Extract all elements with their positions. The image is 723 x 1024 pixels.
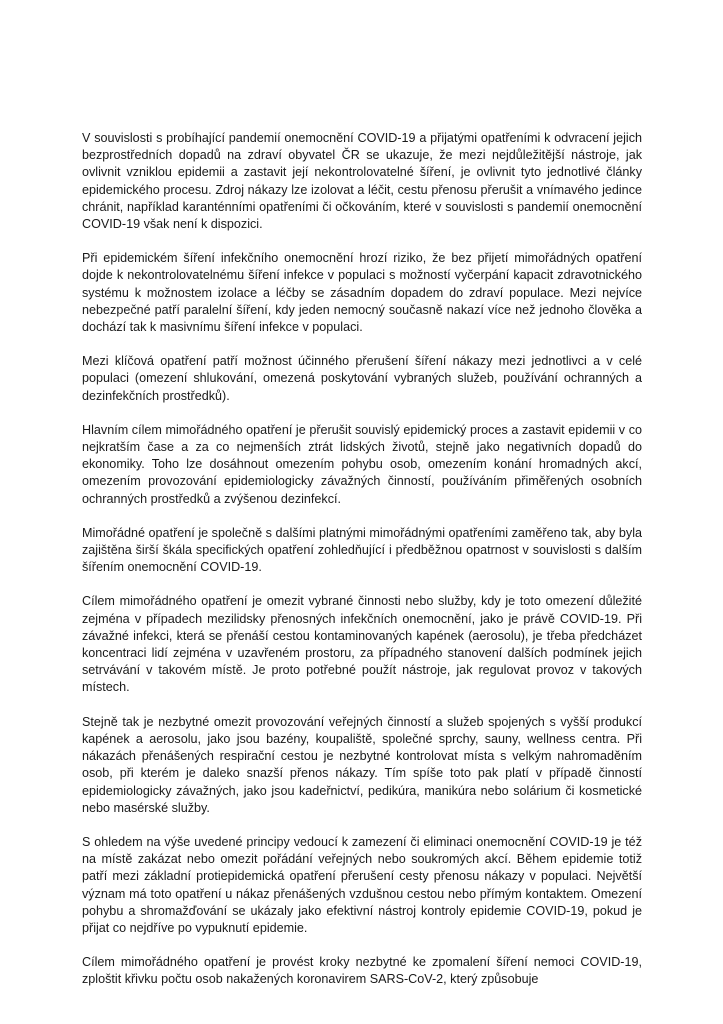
paragraph: Stejně tak je nezbytné omezit provozování veřejných činností a služeb spojených s vyšší produkcí kapének a aerosolu, jako jsou bazény, koupaliště, společné sprchy, sauny, wellness centra. Při nákazách přenášených respirační cestou je nezbytné kontrolovat místa s velkým nahromaděním osob, při kterém je daleko snazší přenos nákazy. Tím spíše toto pak platí v případě činností epidemiologicky závažných, jako jsou kadeřnictví, pedikúra, manikúra nebo solárium či kosmetické nebo masérské služby. bbox=[82, 714, 642, 815]
paragraph: V souvislosti s probíhající pandemií onemocnění COVID-19 a přijatými opatřeními k odvracení jejich bezprostředních dopadů na zdraví obyvatel ČR se ukazuje, že mezi nejdůležitější nástroje, jak ovlivnit vzniklou epidemii a zastavit její nekontrolovatelné šíření, je ovlivnit tyto jednotlivé články epidemického procesu. Zdroj nákazy lze izolovat a léčit, cestu přenosu přerušit a vnímavého jedince chránit, například karanténními opatřeními či očkováním, které v souvislosti s pandemií onemocnění COVID-19 však není k dispozici. bbox=[82, 131, 642, 232]
paragraph: Cílem mimořádného opatření je omezit vybrané činnosti nebo služby, kdy je toto omezení důležité zejména v případech mezilidsky přenosných infekčních onemocnění, jako je právě COVID-19. Při závažné infekci, která se přenáší cestou kontaminovaných kapének (aerosolu), je třeba předcházet koncentraci lidí zejména v uzavřeném prostoru, za případného stanovení dalších podmínek jejich setrvávání v takovém místě. Je proto potřebné použít nástroje, jak regulovat provoz v takových místech. bbox=[82, 594, 642, 695]
paragraph: Při epidemickém šíření infekčního onemocnění hrozí riziko, že bez přijetí mimořádných opatření dojde k nekontrolovatelnému šíření infekce v populaci s možností vyčerpání kapacit zdravotnického systému k možnostem izolace a léčby se zásadním dopadem do zdraví populace. Mezi nejvíce nebezpečné patří paralelní šíření, kdy jeden nemocný současně nakazí více než jednoho člověka a dochází tak k masivnímu šíření infekce v populaci. bbox=[82, 251, 642, 335]
paragraph: Mezi klíčová opatření patří možnost účinného přerušení šíření nákazy mezi jednotlivci a v celé populaci (omezení shlukování, omezená poskytování vybraných služeb, používání ochranných a dezinfekčních prostředků). bbox=[82, 354, 642, 403]
document-body bbox=[82, 130, 642, 989]
paragraph: Mimořádné opatření je společně s dalšími platnými mimořádnými opatřeními zaměřeno tak, aby byla zajištěna širší škála specifických opatření zohledňující i předběžnou opatrnost v souvislosti s dalším šířením onemocnění COVID-19. bbox=[82, 525, 642, 575]
paragraph: Hlavním cílem mimořádného opatření je přerušit souvislý epidemický proces a zastavit epidemii v co nejkratším čase a za co nejmenších ztrát lidských životů, stejně jako negativních dopadů do ekonomiky. Toho lze dosáhnout omezením pohybu osob, omezením konání hromadných akcí, omezením provozování epidemiologicky závažných činností, používáním přiměřených osobních ochranných prostředků a zvýšenou dezinfekcí. bbox=[82, 422, 642, 506]
paragraph: S ohledem na výše uvedené principy vedoucí k zamezení či eliminaci onemocnění COVID-19 je též na místě zakázat nebo omezit pořádání veřejných nebo soukromých akcí. Během epidemie totiž patří mezi základní protiepidemická opatření přerušení cesty přenosu nákazy v populaci. Největší význam má toto opatření u nákaz přenášených vzdušnou cestou nebo přímým kontaktem. Omezení pohybu a shromažďování se ukázaly jako efektivní nástroj kontroly epidemie COVID-19, pokud je přijat co nejdříve po vypuknutí epidemie. bbox=[82, 834, 642, 935]
paragraph: Cílem mimořádného opatření je provést kroky nezbytné ke zpomalení šíření nemoci COVID-19, zploštit křivku počtu osob nakažených koronavirem SARS-CoV-2, který způsobuje bbox=[82, 955, 642, 987]
